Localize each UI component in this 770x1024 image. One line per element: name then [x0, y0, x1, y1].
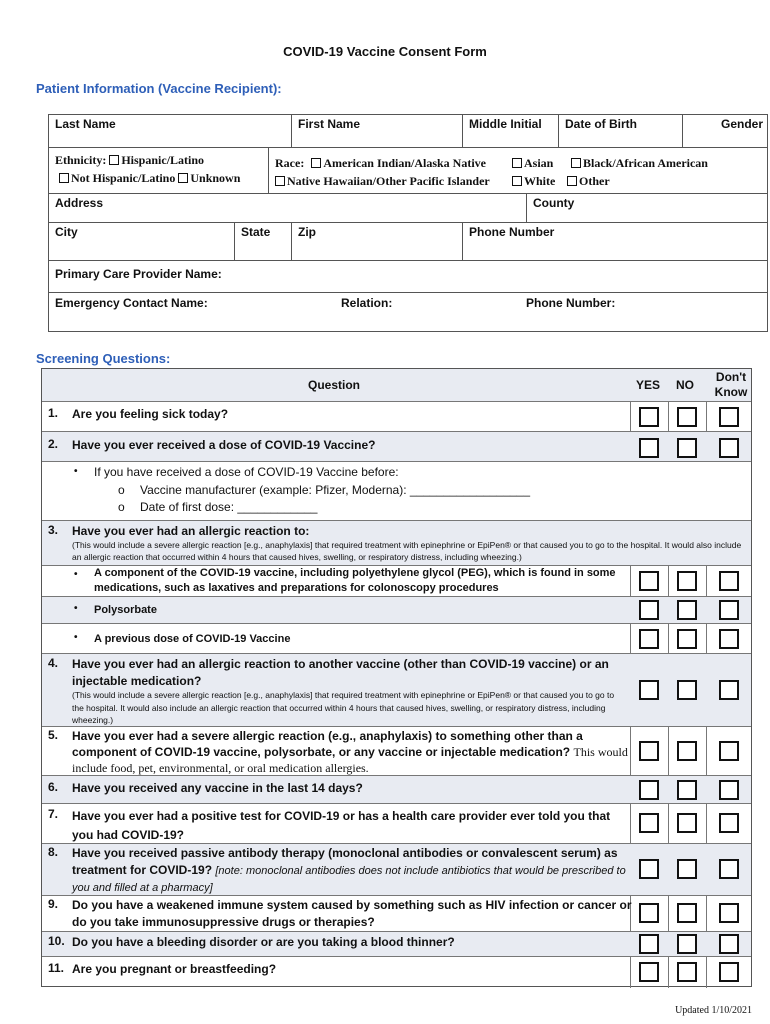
question-text: Do you have a weakened immune system caused by something such as HIV infection or cancer or do you take immunosuppressive drugs or therapies?	[72, 898, 632, 929]
manufacturer-field[interactable]: Vaccine manufacturer (example: Pfizer, Moderna): __________________	[140, 483, 531, 497]
dont-know-header: Don't Know	[714, 370, 748, 399]
question-row-8	[42, 844, 751, 896]
pcp-field[interactable]: Primary Care Provider Name:	[55, 267, 222, 281]
question-number: 10.	[48, 934, 65, 948]
question-text: Are you feeling sick today?	[72, 407, 229, 421]
question-number: 3.	[48, 523, 59, 537]
question-text: Have you ever received a dose of COVID-19 Vaccine?	[72, 438, 376, 452]
question-note: (This would include a severe allergic reaction [e.g., anaphylaxis] that required treatment with epinephrine or EpiPen® or that caused you to go to the hospital. It would also include an allergic reaction that occurred within 4 hours that caused hives, swelling, or respiratory distress, including wheezing.)	[72, 540, 742, 562]
q7-dont-know-checkbox[interactable]	[719, 813, 739, 833]
state-field[interactable]: State	[235, 223, 292, 260]
q8-no-checkbox[interactable]	[677, 859, 697, 879]
q5-dont-know-checkbox[interactable]	[719, 741, 739, 761]
question-number: 7.	[48, 807, 59, 821]
question-number: 2.	[48, 437, 59, 451]
q6-dont-know-checkbox[interactable]	[719, 780, 739, 800]
question-number: 1.	[48, 406, 59, 420]
q1-yes-checkbox[interactable]	[639, 407, 659, 427]
q3a-dont-know-checkbox[interactable]	[719, 571, 739, 591]
question-row-10	[42, 932, 751, 957]
american-indian-checkbox[interactable]	[311, 158, 321, 168]
ethnicity-unknown-checkbox[interactable]	[178, 173, 188, 183]
question-text	[72, 728, 632, 776]
pcp-row	[49, 261, 767, 293]
ethnicity-cell	[49, 148, 269, 193]
zip-field[interactable]: Zip	[292, 223, 463, 260]
q5-note: This would include food, pet, environmental, or oral medication allergies.	[72, 745, 628, 775]
q4-dont-know-checkbox[interactable]	[719, 680, 739, 700]
q9-dont-know-checkbox[interactable]	[719, 903, 739, 923]
question-number: 8.	[48, 845, 59, 859]
q3b-no-checkbox[interactable]	[677, 600, 697, 620]
q9-no-checkbox[interactable]	[677, 903, 697, 923]
relation-field[interactable]: Relation:	[341, 296, 393, 310]
white-label: White	[524, 174, 556, 188]
question-number: 4.	[48, 656, 59, 670]
question-row-11	[42, 957, 751, 988]
asian-label: Asian	[524, 156, 554, 170]
dob-field[interactable]: Date of Birth	[559, 115, 683, 147]
american-indian-label: American Indian/Alaska Native	[323, 156, 487, 170]
q9-yes-checkbox[interactable]	[639, 903, 659, 923]
updated-date: Updated 1/10/2021	[675, 1005, 752, 1016]
phone-field[interactable]: Phone Number	[469, 225, 555, 239]
q7-no-checkbox[interactable]	[677, 813, 697, 833]
emergency-phone-field[interactable]: Phone Number:	[526, 296, 616, 310]
question-text: Are you pregnant or breastfeeding?	[72, 962, 277, 976]
q3b-dont-know-checkbox[interactable]	[719, 600, 739, 620]
question-row-7	[42, 804, 751, 844]
question-row-9	[42, 896, 751, 932]
address-field[interactable]: Address	[49, 194, 527, 222]
question-row-3c: • A previous dose of COVID-19 Vaccine	[42, 624, 751, 654]
black-label: Black/African American	[583, 156, 708, 170]
q1-no-checkbox[interactable]	[677, 407, 697, 427]
q8-main: Have you received passive antibody therapy (monoclonal antibodies or convalescent serum) as treatment for COVID-19?	[72, 846, 618, 877]
q6-no-checkbox[interactable]	[677, 780, 697, 800]
question-text: Have you ever had a positive test for COVID-19 or has a health care provider ever told you that you had COVID-19?	[72, 809, 611, 842]
q5-main: Have you ever had a severe allergic reaction (e.g., anaphylaxis) to something other than a component of COVID-19 vaccine, polysorbate, or any vaccine or injectable medication?	[72, 729, 583, 759]
emergency-row	[49, 293, 767, 333]
q10-dont-know-checkbox[interactable]	[719, 934, 739, 954]
q2-no-checkbox[interactable]	[677, 438, 697, 458]
question-row-3b: • Polysorbate	[42, 597, 751, 624]
q3a-yes-checkbox[interactable]	[639, 571, 659, 591]
question-row-5	[42, 727, 751, 776]
last-name-field[interactable]: Last Name	[49, 115, 292, 147]
hispanic-checkbox[interactable]	[109, 155, 119, 165]
race-cell	[269, 148, 769, 193]
question-text: Do you have a bleeding disorder or are you taking a blood thinner?	[72, 935, 455, 949]
table-header	[42, 369, 751, 402]
question-text: A previous dose of COVID-19 Vaccine	[94, 633, 291, 645]
question-row-1	[42, 402, 751, 432]
question-row-6	[42, 776, 751, 804]
city-row	[49, 223, 767, 261]
q3c-yes-checkbox[interactable]	[639, 629, 659, 649]
question-note: (This would include a severe allergic reaction [e.g., anaphylaxis] that required treatment with epinephrine or EpiPen® or that caused you to go to the hospital. It would also include an allergic reaction that occurred within 4 hours that caused hives, swelling, or respiratory distress, including wheezing.)	[72, 690, 615, 725]
question-row-2	[42, 432, 751, 462]
q5-no-checkbox[interactable]	[677, 741, 697, 761]
screening-heading: Screening Questions:	[36, 351, 171, 366]
black-checkbox[interactable]	[571, 158, 581, 168]
question-text: Polysorbate	[94, 604, 157, 616]
yes-header: YES	[636, 378, 661, 392]
q3b-yes-checkbox[interactable]	[639, 600, 659, 620]
name-row	[49, 115, 767, 148]
q11-no-checkbox[interactable]	[677, 962, 697, 982]
address-row	[49, 194, 767, 223]
emergency-contact-field[interactable]: Emergency Contact Name:	[55, 296, 208, 310]
first-name-field[interactable]: First Name	[292, 115, 463, 147]
q1-dont-know-checkbox[interactable]	[719, 407, 739, 427]
q8-note: [note: monoclonal antibodies does not include antibiotics that would be prescribed to you and filled at a pharmacy]	[72, 864, 626, 894]
q3a-no-checkbox[interactable]	[677, 571, 697, 591]
q3c-no-checkbox[interactable]	[677, 629, 697, 649]
q7-yes-checkbox[interactable]	[639, 813, 659, 833]
q4-yes-checkbox[interactable]	[639, 680, 659, 700]
other-race-checkbox[interactable]	[567, 176, 577, 186]
question-text: Have you ever had an allergic reaction to another vaccine (other than COVID-19 vaccine) or an injectable medication?	[72, 657, 609, 688]
question-row-3a: • A component of the COVID-19 vaccine, including polyethylene glycol (PEG), which is found in some medications, such as laxatives and preparations for colonoscopy procedures	[42, 566, 751, 597]
patient-info-heading: Patient Information (Vaccine Recipient):	[36, 81, 282, 96]
question-2-followup: • If you have received a dose of COVID-19 Vaccine before: o Vaccine manufacturer (example: Pfizer, Moderna): __________________ o Date of first dose: ____________	[42, 462, 751, 521]
q5-yes-checkbox[interactable]	[639, 741, 659, 761]
question-header: Question	[308, 378, 361, 392]
hispanic-label: Hispanic/Latino	[121, 153, 205, 167]
gender-field[interactable]: Gender	[720, 117, 763, 131]
ethnicity-race-row	[49, 148, 767, 194]
q3c-dont-know-checkbox[interactable]	[719, 629, 739, 649]
ethnicity-label: Ethnicity:	[55, 153, 107, 167]
question-number: 5.	[48, 728, 59, 742]
race-label: Race:	[275, 156, 305, 170]
question-number: 11.	[48, 961, 65, 975]
other-race-label: Other	[579, 174, 610, 188]
form-title: COVID-19 Vaccine Consent Form	[283, 44, 487, 59]
q4-no-checkbox[interactable]	[677, 680, 697, 700]
first-dose-date-field[interactable]: Date of first dose: ____________	[140, 500, 318, 514]
white-checkbox[interactable]	[512, 176, 522, 186]
not-hispanic-checkbox[interactable]	[59, 173, 69, 183]
city-field[interactable]: City	[49, 223, 235, 260]
question-row-4	[42, 654, 751, 727]
followup-intro: If you have received a dose of COVID-19 Vaccine before:	[94, 465, 399, 479]
native-hawaiian-label: Native Hawaiian/Other Pacific Islander	[287, 174, 490, 188]
question-text	[72, 845, 632, 897]
q8-yes-checkbox[interactable]	[639, 859, 659, 879]
q10-yes-checkbox[interactable]	[639, 934, 659, 954]
patient-info-table	[48, 114, 768, 332]
no-header: NO	[676, 378, 694, 392]
question-text: Have you ever had an allergic reaction to:	[72, 524, 310, 538]
q11-dont-know-checkbox[interactable]	[719, 962, 739, 982]
screening-table	[41, 368, 752, 987]
q2-dont-know-checkbox[interactable]	[719, 438, 739, 458]
not-hispanic-label: Not Hispanic/Latino	[71, 171, 176, 185]
q6-yes-checkbox[interactable]	[639, 780, 659, 800]
question-text: A component of the COVID-19 vaccine, including polyethylene glycol (PEG), which is found in some medications, such as laxatives and preparations for colonoscopy procedures	[94, 567, 616, 594]
native-hawaiian-checkbox[interactable]	[275, 176, 285, 186]
question-number: 9.	[48, 897, 59, 911]
ethnicity-unknown-label: Unknown	[190, 171, 241, 185]
county-field[interactable]: County	[533, 196, 575, 210]
asian-checkbox[interactable]	[512, 158, 522, 168]
question-number: 6.	[48, 780, 59, 794]
question-text: Have you received any vaccine in the last 14 days?	[72, 781, 363, 795]
q10-no-checkbox[interactable]	[677, 934, 697, 954]
q11-yes-checkbox[interactable]	[639, 962, 659, 982]
q2-yes-checkbox[interactable]	[639, 438, 659, 458]
q8-dont-know-checkbox[interactable]	[719, 859, 739, 879]
question-row-3	[42, 521, 751, 566]
middle-initial-field[interactable]: Middle Initial	[463, 115, 559, 147]
